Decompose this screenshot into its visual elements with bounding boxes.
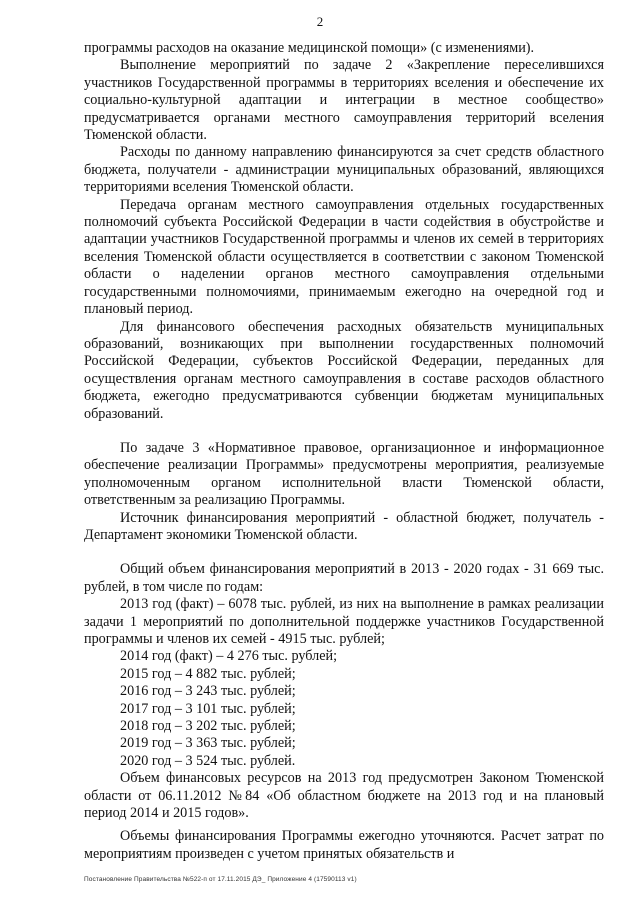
paragraph: Расходы по данному направлению финансируются за счет средств областного бюджета, получатели - администрации муниципальных образований, являющихся территориями вселения Тюменской области. (84, 144, 604, 196)
document-footer: Постановление Правительства №522-п от 17.11.2015 ДЭ_ Приложение 4 (17590113 v1) (84, 876, 357, 883)
paragraph: Объемы финансирования Программы ежегодно уточняются. Расчет затрат по мероприятиям произведен с учетом принятых обязательств и (84, 828, 604, 862)
year-line: 2018 год – 3 202 тыс. рублей; (120, 718, 296, 735)
paragraph: Для финансового обеспечения расходных обязательств муниципальных образований, возникающих при выполнении государственных полномочий Российской Федерации, субъектов Российской Федерации, переданных для осуществления органам местного самоуправления в составе расходов областного бюджета, ежегодно предусматриваются субвенции бюджетам муниципальных образований. (84, 318, 604, 422)
paragraph: По задаче 3 «Нормативное правовое, организационное и информационное обеспечение реализации Программы» предусмотрены мероприятия, реализуемые уполномоченным органом исполнительной власти Тюменской области, ответственным за реализацию Программы. (84, 439, 604, 509)
paragraph: Объем финансовых ресурсов на 2013 год предусмотрен Законом Тюменской области от 06.11.2012 №84 «Об областном бюджете на 2013 год и на плановый период 2014 и 2015 годов». (84, 770, 604, 822)
year-line: 2019 год – 3 363 тыс. рублей; (120, 735, 296, 752)
paragraph: программы расходов на оказание медицинской помощи» (с изменениями). (84, 40, 535, 56)
year-line: 2020 год – 3 524 тыс. рублей. (120, 752, 296, 769)
paragraph: Передача органам местного самоуправления отдельных государственных полномочий субъекта Российской Федерации в части содействия в обустройстве и адаптации участников Государственной программы и членов их семей в территориях вселения Тюменской области осуществляется в соответствии с законом Тюменской области о наделении органов местного самоуправления отдельными государственными полномочиями, принимаемым ежегодно на очередной год и плановый период. (84, 196, 604, 318)
year-line: 2017 год – 3 101 тыс. рублей; (120, 700, 296, 717)
paragraph: Выполнение мероприятий по задаче 2 «Закрепление переселившихся участников Государственной программы в территориях вселения и обеспечение их социально-культурной адаптации и интеграции в местное сообщество» предусматривается органами местного самоуправления территорий вселения Тюменской области. (84, 57, 604, 144)
page-number: 2 (316, 14, 324, 29)
paragraph: Общий объем финансирования мероприятий в 2013 - 2020 годах - 31 669 тыс. рублей, в том числе по годам: (84, 561, 604, 595)
paragraph: 2013 год (факт) – 6078 тыс. рублей, из них на выполнение в рамках реализации задачи 1 мероприятий по дополнительной поддержке участников Государственной программы и членов их семей - 4915 тыс. рублей; (84, 596, 604, 647)
paragraph: Источник финансирования мероприятий - областной бюджет, получатель - Департамент экономики Тюменской области. (84, 509, 604, 543)
year-line: 2016 год – 3 243 тыс. рублей; (120, 683, 296, 700)
year-line: 2014 год (факт) – 4 276 тыс. рублей; (120, 648, 338, 665)
document-body (84, 40, 604, 863)
year-line: 2015 год – 4 882 тыс. рублей; (120, 665, 296, 682)
